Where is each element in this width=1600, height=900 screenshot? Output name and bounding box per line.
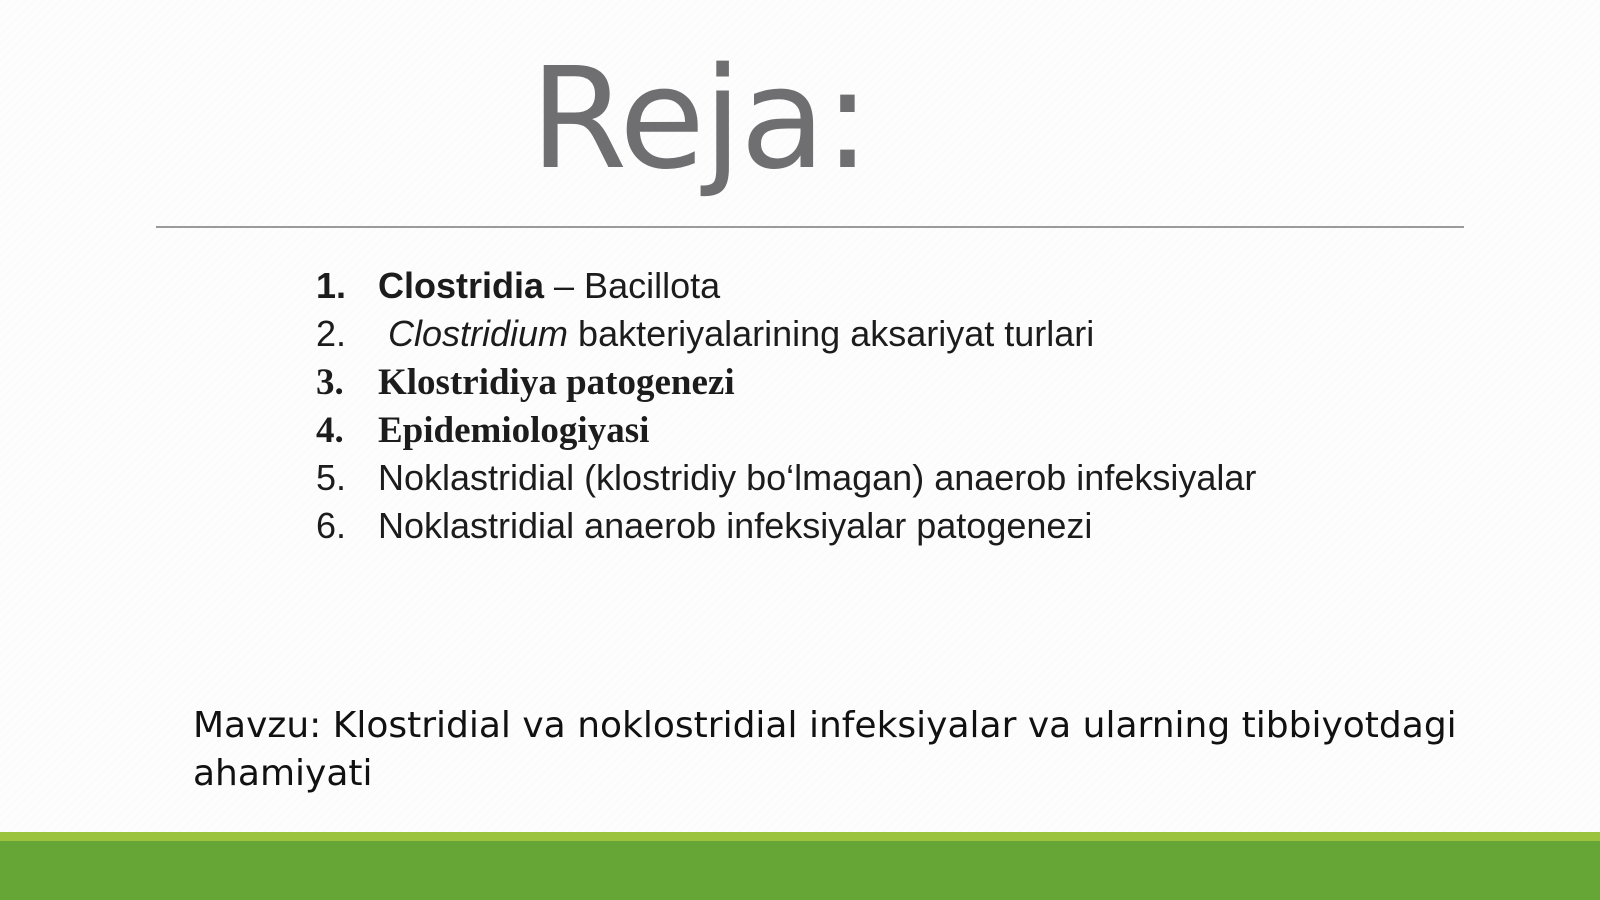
- plan-item-italic-term: Clostridium: [378, 313, 569, 354]
- footer-bar: [0, 841, 1600, 900]
- plan-item-3: [316, 361, 1256, 409]
- plan-item-text: Noklastridial (klostridiy bo‘lmagan) anaerob infeksiyalar: [378, 457, 1257, 498]
- plan-item-text: Klostridiya patogenezi: [378, 362, 735, 403]
- plan-list: [316, 265, 1256, 553]
- plan-item-text: Epidemiologiyasi: [378, 410, 650, 451]
- plan-item-rest: – Bacillota: [544, 265, 721, 306]
- plan-item-text: Noklastridial anaerob infeksiyalar patogenezi: [378, 505, 1093, 546]
- plan-item-number: 3.: [316, 362, 344, 403]
- plan-item-bold-term: Clostridia: [378, 265, 545, 306]
- plan-item-number: 5.: [316, 457, 347, 498]
- plan-item-1: [316, 265, 1256, 313]
- topic-text: Mavzu: Klostridial va noklostridial infeksiyalar va ularning tibbiyotdagi ahamiyati: [193, 705, 1457, 794]
- plan-item-number: 2.: [316, 313, 347, 354]
- footer-accent-stripe: [0, 832, 1600, 841]
- title-divider: [156, 226, 1464, 228]
- plan-item-2: [316, 313, 1256, 361]
- plan-item-rest: bakteriyalarining aksariyat turlari: [568, 313, 1095, 354]
- plan-item-6: [316, 505, 1256, 553]
- plan-item-5: [316, 457, 1256, 505]
- plan-item-text: [378, 313, 1094, 355]
- plan-item-number: 4.: [316, 410, 344, 451]
- plan-item-text: [378, 265, 720, 307]
- slide-title: Reja:: [530, 38, 869, 201]
- plan-item-4: [316, 409, 1256, 457]
- plan-item-number: 1.: [316, 265, 347, 306]
- plan-item-number: 6.: [316, 505, 347, 546]
